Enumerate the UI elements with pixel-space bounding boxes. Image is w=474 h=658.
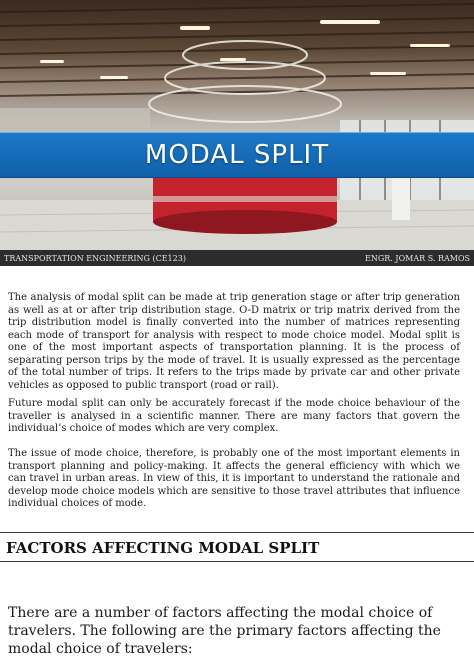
paragraph-mode-choice: The issue of mode choice, therefore, is probably one of the most important elements in transport planning and policy-making. It affects the general efficiency with which we can travel in urban areas. In view of this, it is important to understand the rationale and develop mode choice models which are sensitive to those travel attributes that influence individual choices of mode.	[8, 448, 460, 509]
cover-photo	[0, 0, 474, 266]
course-label: TRANSPORTATION ENGINEERING (CE123)	[4, 253, 186, 263]
document-title: MODAL SPLIT	[144, 140, 330, 170]
title-banner	[0, 132, 474, 178]
section-intro-paragraph: There are a number of factors affecting the modal choice of travelers. The following are the primary factors affecting the modal choice of travelers:	[8, 605, 441, 657]
paragraph-intro: The analysis of modal split can be made at trip generation stage or after trip generation as well as at or after trip distribution stage. O-D matrix or trip matrix derived from the trip distribution model is finally converted into the number of matrices representing each mode of transport for analysis with respect to mode choice model. Modal split is one of the most important aspects of transportation planning. It is the process of separating person trips by the mode of travel. It is usually expressed as the percentage of the total number of trips. It refers to the trips made by private car and other private vehicles as opposed to public transport (road or rail).	[8, 292, 460, 391]
author-label: ENGR. JOMAR S. RAMOS	[365, 253, 470, 263]
cover-footer-strip	[0, 250, 474, 266]
paragraph-forecast: Future modal split can only be accurately forecast if the mode choice behaviour of the traveller is analysed in a scientific manner. There are many factors that govern the individual’s choice of modes which are very complex.	[8, 398, 460, 434]
heading-rule-bottom	[0, 561, 474, 562]
heading-rule-top	[0, 532, 474, 533]
section-heading: FACTORS AFFECTING MODAL SPLIT	[6, 539, 320, 557]
